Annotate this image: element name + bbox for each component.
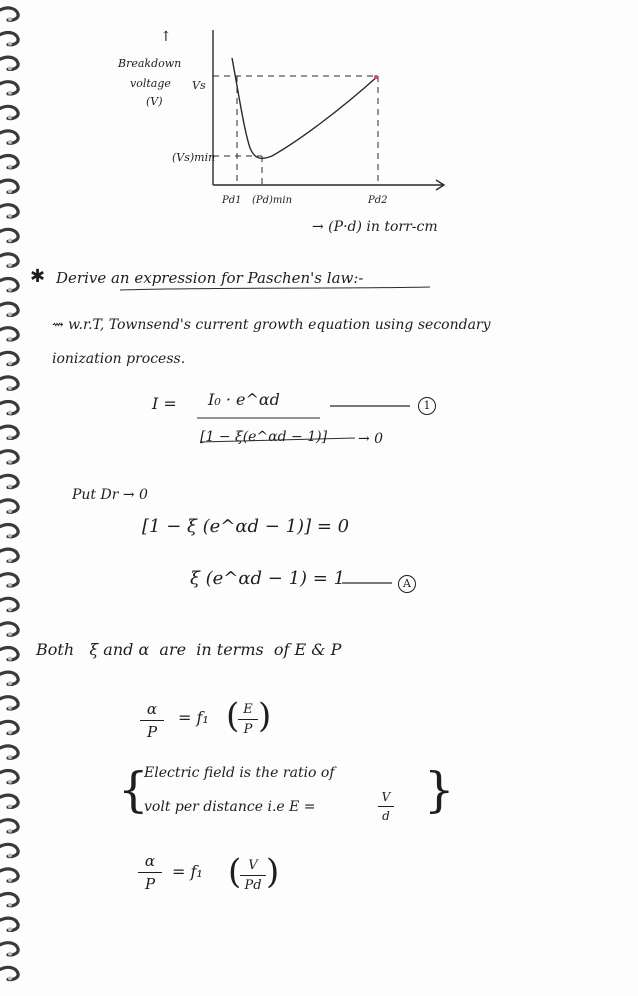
- eq1-arrow: → 0: [358, 431, 384, 447]
- eq2: [1 − ξ (e^αd − 1)] = 0: [142, 516, 350, 537]
- note-frac-num: V: [381, 790, 391, 804]
- eq4-lhs-den: P: [146, 723, 158, 741]
- eq5-lhs-num: α: [144, 852, 156, 870]
- eq1-number: [418, 397, 436, 415]
- y-axis-arrow: ↑: [160, 29, 172, 45]
- section-heading: Derive an expression for Paschen's law:-: [56, 269, 364, 287]
- eq4-lhs-num: α: [146, 700, 158, 718]
- eq1-denominator: [1 − ξ(e^αd − 1)]: [200, 429, 328, 445]
- note-close-brace: }: [424, 762, 455, 818]
- note-open-brace: {: [118, 762, 149, 818]
- eq1-lhs: I =: [152, 394, 177, 413]
- heading-underline: [120, 287, 430, 290]
- note-frac-den: d: [382, 809, 390, 823]
- star-icon: ✱: [30, 266, 46, 287]
- eq4-inner-fraction: [238, 702, 258, 737]
- x-axis-label: → (P·d) in torr-cm: [312, 219, 438, 235]
- eq5-inner-num: V: [248, 858, 258, 873]
- note-line-1: Electric field is the ratio of: [144, 765, 335, 781]
- eq4-inner-den: P: [243, 722, 253, 737]
- eq5-lhs-den: P: [144, 875, 156, 893]
- vsmin-label: (Vs)min: [172, 151, 216, 164]
- y-label-unit: (V): [146, 95, 163, 108]
- put-line: Put Dr → 0: [72, 487, 148, 503]
- eq3: ξ (e^αd − 1) = 1: [190, 568, 346, 589]
- pd2-label: Pd2: [368, 195, 388, 206]
- y-label-breakdown: Breakdown: [118, 57, 182, 70]
- paschen-curve: [232, 58, 378, 158]
- note-line-2: volt per distance i.e E =: [144, 799, 316, 815]
- eq5-open-paren: (: [228, 852, 242, 892]
- eq5-rhs: = f₁: [172, 862, 203, 881]
- note-fraction: [378, 790, 394, 823]
- pd1-label: Pd1: [222, 195, 242, 206]
- eq4-rhs: = f₁: [178, 708, 209, 727]
- intro-line-1: ⇝ w.r.T, Townsend's current growth equation using secondary: [52, 317, 491, 333]
- eq4-inner-num: E: [243, 702, 253, 717]
- both-line: Both ξ and α are in terms of E & P: [36, 640, 342, 659]
- eq1-numerator: I₀ · e^αd: [208, 390, 280, 409]
- y-label-voltage: voltage: [130, 77, 171, 90]
- pd2-point: [374, 75, 378, 79]
- eq5-inner-den: Pd: [244, 878, 262, 893]
- eq1-number-circle: 1: [418, 397, 436, 415]
- eq5-lhs-fraction: [138, 852, 162, 893]
- eq5-inner-fraction: [240, 858, 266, 893]
- pdmin-label: (Pd)min: [252, 195, 293, 206]
- eq4-close-paren: ): [258, 696, 272, 736]
- intro-line-2: ionization process.: [52, 351, 186, 367]
- vs-label: Vs: [192, 79, 206, 92]
- eq4-open-paren: (: [226, 696, 240, 736]
- eq5-close-paren: ): [266, 852, 280, 892]
- eq4-lhs-fraction: [140, 700, 164, 741]
- eq3-number-circle: A: [398, 575, 416, 593]
